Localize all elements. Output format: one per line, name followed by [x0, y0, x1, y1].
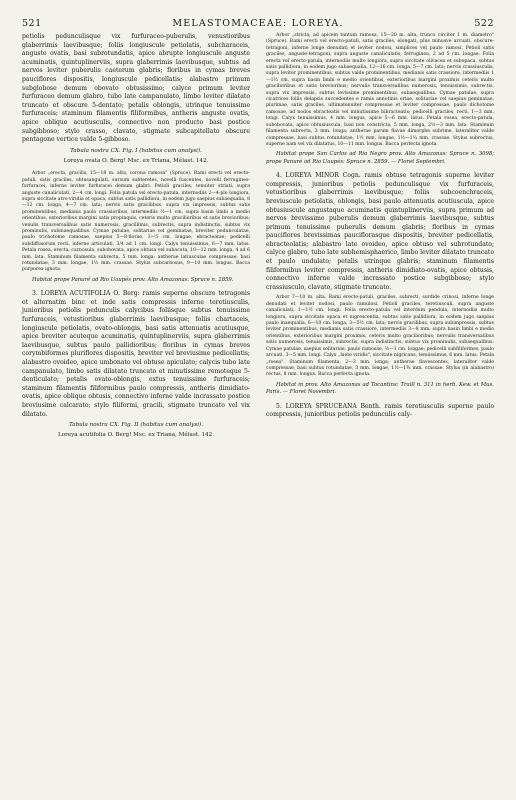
- running-header: [22, 18, 494, 29]
- left-column: [22, 33, 250, 446]
- synonym-citation: Loreya ovata O. Berg! Msc. ex Triana, Mélast. 142.: [63, 157, 209, 164]
- species-3-diagnosis: 3. LOREYA ACUTIFOLIA O. Berg: ramis superne obscure tetragonis et alternatim binc et inde satis compressis inferne teretiusculis, junioribus petiolis pedunculis calycibus foliisque subtus tenuissime furfuraceis, vetustioribus glaberrimis laevibusque; foliis chartaceis, longiuscule petiolatis, ovato-oblongis, basi satis attenuatis acutiusque, apice breviter acuteque acuminatis, quintuplinerviis, supra glaberrimis laevibusque, subtus paulo pallidioribus; floribus in cymas breves corymbiformes pluriflores dispositis, breviter vel breviusime pedicellatis; alabastro ovoideo, apice umbonato vel obtuse apiculato; calycis tubo late campanulato, limbo satis dilatato truncato et minutissime remoteque 5-denticulato; petalis ovato-oblongis, extus tenuissime furfuraceis; staminum filamentis filiformibus paulo compressis, antheris dimidiato-ovatis, apice oblique obtusis, connectivo inferne valde incrassato postice breviusime calcarato; stylo filiformi, gracili, stigmate truncato vel vix dilatato.: [22, 290, 250, 418]
- plate-reference-3: Tabula nostra CX. Fig. II (habitus cum analysi).: [68, 422, 204, 429]
- right-column: [266, 33, 494, 446]
- page-number-right: 522: [474, 18, 494, 29]
- species-2-diagnosis: petiolis pedunculisque vix furfuraceo-puberulis, venustioribus glaberrimis laevibusque; foliis longiuscule petiolatis, subcharaceis, anguste ovatis, basi subrotundatis, apice abrupte longiuscule anguste acuminatis, quintuplinerviis, supra glaberrimis laevibusque, subtus ad nervos leviter puberulis caeterum glabris; floribus in cymas breves pauciflores dispositis, longiuscule pedicellatis; alabastro primum subglobose demum obovato obtusissimo; calyce primum leviter furfuraceo demum glabro, tubo late campanulato, limbo leviter dilatato truncato et obscure 5-dentato; petalis oblongis, utrinque tenuissime furfuraceis; staminum filamentis filiformibus, antheris anguste ovatis, apice oblique acutiusculis, connectivo non producto basi postice subgibboso; stylo crasso, clavato, stigmate subcapitellato obscure pentagone vertice valde 5-gibboso.: [22, 33, 250, 144]
- species-2-habitat: Habitat prope Panuré ad Rio Uaupés prov. Alto Amazonas: Spruce n. 2859.: [32, 276, 234, 283]
- species-2-description: Arbor „erecta, gracilis, 15—18 m. alta, corona ramosa" (Spruce). Rami erecti vel erecto-patuli, satis graciles, obtusangulati, sursum subteretes, novelli fuscentes, novelli ferrugineo-furfuracei, inferne leviter furfuracei demum glabri. Petioli graciles, tenuiter striati, supra anguste canaliculati, 2—4 cm. longi. Folia patula vel erecto-patula, internodiis 2—4-plo longiora, supra siccitate atro-viridia et opaca, subtus satis pallidiora, in eodem jugo saepius subaequalia, 8—12 cm. longa, 4—7 cm. lata; nervis satis gracilibus, supra vix impressis, subtus satis prominentibus, medianis paulo crassioribus, intermediis ½—1 cm. supra basin limbi a medio orientibus, exterioribus margini satis propinquis, ceteris multo gracilioribus et satis brevioribus; venulis transversalibus satis numerosis, gracillimis, subrectis, supra indistinctis, subtus vix prominulis, subinaequalibus. Cymae patulae, solitariae vel geminatae, breviter pedunculatae, paulo trichotome ramosae, saepius 5—8-florae, 3—5 cm. longae, ebracteatae; pedicelli subdiffusorum recti, inferne articulati, 3/4 ad 1 cm. longi. Calyx tenuissimus, 6—7 mm. latus. Petala rosea, erecta, carnosula, subobovata, apice obtusa vel subacuta, 10—12 mm. longa, 4 ad 6 mm. lata. Staminum filamenta subrecta, 5 mm. longa; antherae latiusculae compressae, basi rotundatae, 3 mm. longae, 1½ mm. crassae. Stylus subcarnosus, 9—10 mm. longus. Bacca purpurea ignota.: [22, 171, 250, 273]
- synonym-citation-3: Loreya acutifolia O. Berg! Msc. ex Triana, Mélast. 142.: [58, 431, 214, 438]
- running-title: MELASTOMACEAE: LOREYA.: [172, 18, 344, 29]
- species-5-diagnosis: 5. LOREYA SPRUCEANA Benth. ramis teretiusculis superne paulo compressis, junioribus petiolis pedunculis caly-: [266, 402, 494, 419]
- two-column-body: [22, 33, 494, 446]
- species-3-description: Arbor „stricta, ad apicem tantum ramosa, 15—20 m. alta, trunco circiter 1 m. diametro" (Spruce). Rami erecti vel erecto-patuli, satis graciles, elongati, plus minusve arcuati, obscure-tetragoni, inferne longe denudati et leviter nodosi, simplices vel paulo ramosi. Petioli satis graciles, anguste-tetragoni, supra anguste canaliculatis, ferruginea, 2 ad 5 cm. longae. Folia erecta vel erecto-patula, internodiis multo longiora, supra siccitate olivacea et subopaca, subtus satis pallidiora, in eodem jugo subaequalia, 12—16 cm. longa, 5—7 cm. lata; nervis crassiusculis, supra leviter prominentibus, subtus valde prominentibus, medianis satis crassiore, intermediis 1—1½ cm. supra basin limbi e medio orientibus, exterioribus margini proximis ceteris multo gracilioribus et satis brevioribus; nervulis transversalibus numerosis, tenuissimis, subrectis, supra vix impressis, subtus levissime prominentibus, subaequalibus. Cymae patulae, supra cicatrices foliis delapsis succedentes e ramis annotinis ortae, solitariae vel saepius geminatae, plurimae, satis graciles, ultimatenuiter compressae et leviter compressae, paulo dichotome ramosae, ad nodos ebracteatis vel minutissime bibracteatis; pedicelli graciles, recti, 1—3 mm. longi. Calyx tenuissimus, 4 mm. longus, apice 5—6 mm. latus. Petala rosea, erecto-patula, subobovata, apice obtusiuscula, basi non constricta, 5 mm. longa, 2½—3 mm. lata. Staminum filamenta subrecta, 3 mm. longa; antherae parum flavae dimorphe subrime, lateraliter valde compressae, basi subtus rotundatae, 1½ mm. longae, 1½—1¼ mm. crassae. Stylus subrectus, superne nam vel vix dilatatus, 10—11 mm. longus. Bacca perfecta ignota.: [266, 33, 494, 147]
- species-3-habitat: Habitat prope San Carlos ad Rio Negro prov. Alto Amazonas: Spruce n. 3098; prope Panuré ad Rio Uaupés: Spruce n. 2859. — Floret Septembri.: [266, 151, 494, 165]
- species-4-diagnosis: 4. LOREYA MINOR Cogn. ramis obtuse tetragonis superne leviter compressis, junioribus petiolis pedunculisque vix furfuraceis, vetustioribus glaberrimis laevibusque; foliis subcoenchraceis, breviuscule petiolatis, oblongis, basi paulo attenuatis acutiuscula, apice obtusiuscule angustaque acuminatis quintuplinerviis, supra primum ad nervos brevissime puberulis demum glaberrimis laevibusque, subtus primum tenuissime puberulis demum glabris; floribus in cymas pauciflores brevissimas pauciflorasque dispositis, breviter pedicellatis, ebracteolatis; alabastro late ovoideo, apice obtuso vel subrotundato; calyce glabro, tubo late subhemisphaerico, limbo leviter dilatato truncato et paulo undulato; petalis utrinque glabris; staminum filamentis filiformibus leviter compressis, antheris dimidiato-ovatis, apice obtusis, connectivo inferne valde incrassato postice subgibboso; stylo crassiusculo, clavato, stigmate truncato.: [266, 172, 494, 291]
- species-4-habitat: Habitat in prov. Alto Amazonas ad Tocantins: Traill n. 311 in herb. Kew. et Mus. Paris. — Floret Novembri.: [266, 381, 494, 396]
- plate-reference: Tabula nostra CX. Fig. I (habitus cum analysi).: [70, 147, 202, 154]
- species-4-description: Arbor 7—10 m. alta. Rami erecto-patuli, graciles, subrecti, sordide crinosi, inferne longe denudati et leviter nodosi, paulo ramulosi. Petioli graciles, teretiusculi, supra anguste canaliculati, 1—1½ cm. longi. Folia erecto-patula vel interdum pendula, internodiis multo longiora, supra siccitate opaca et nigrescentia, subtus satis pallidiora, in eodem jugo saepius paulo inaequalia, 6—10 cm. longa, 3—5½ cm. lata; nervis gracilibus, supra subimpressis, subtus leviter prominentibus, medianis satis crassiore, intermediis 3—8 mm. supra basin limbi e medio orientibus, exterioribus margini proximis, ceteris multo gracilioribus; nervulis transversalibus satis numerosis, tenuissimis, subrectis, supra indistinctis, subtus vix prominulis, subaequalibus. Cymae patulae, saepius solitariae, paulo ramosae, ½—1 cm. longae; pedicelli subfiliformes, paulo arcuati, 3—5 mm. longi. Calyx „laete viridis", siccitate nigricans, tenuissimus, 6 mm. latus. Petala „rosea". Staminum filamenta, 2—3 mm. longa; antherae flavescentes, lateraliter valde compressae, basi subtus rotundatae, 3 mm. longae, 1½—1¾ mm. crassae. Stylus (in alabastro) rectus, 8 mm. longus. Bacca perfecta ignota.: [266, 295, 494, 378]
- page-number-left: 521: [22, 18, 42, 29]
